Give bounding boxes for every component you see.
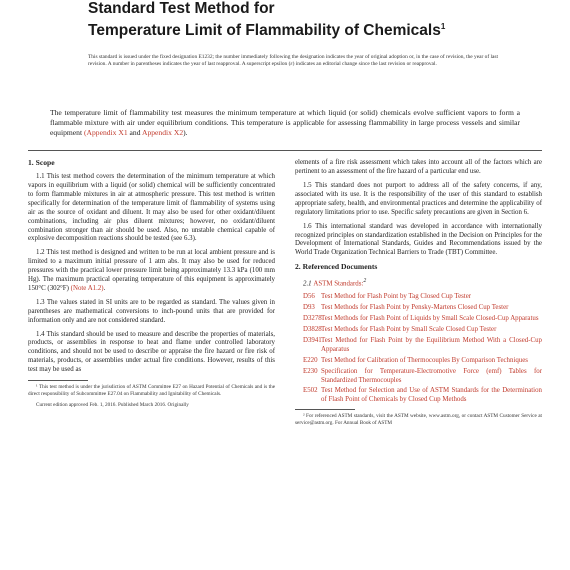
ref-title[interactable]: Test Methods for Flash Point of Liquids by Small Scale Closed-Cup Apparatus	[321, 315, 539, 323]
astm-standards-link[interactable]: ASTM Standards:	[313, 280, 364, 288]
ref-code[interactable]: D3941	[303, 336, 322, 344]
title-text: Temperature Limit of Flammability of Chemicals	[88, 22, 441, 40]
para-1-2-end: .	[103, 284, 106, 292]
ref-code[interactable]: E220	[303, 356, 318, 364]
reference-item[interactable]	[303, 337, 542, 355]
left-column	[28, 159, 275, 431]
intro-end: ).	[183, 128, 188, 138]
reference-list	[295, 293, 542, 405]
footnote-1: ¹ This test method is under the jurisdiction of ASTM Committee E27 on Hazard Potential of Chemicals and is the direct responsibility of Subcommittee E27.04 on Flammability and Ignitability of Chemicals.	[28, 384, 275, 397]
reference-item[interactable]	[303, 326, 542, 335]
introduction	[28, 108, 542, 138]
title-line-1: Standard Test Method for	[88, 0, 275, 17]
footnote-1-edition: Current edition approved Feb. 1, 2016. Published March 2016. Originally	[36, 402, 189, 409]
ref-code[interactable]: D93	[303, 304, 315, 312]
footnote-divider-right	[295, 409, 355, 410]
para-1-4-continued: elements of a fire risk assessment which takes into account all of the factors which are pertinent to an assessment of the fire hazard of a particular end use.	[295, 159, 542, 176]
designation-note: This standard is issued under the fixed designation E1232; the number immediately following the designation indicates the year of original adoption or, in the case of revision, the year of last revision. A number in parentheses indicates the year of last reapproval. A superscript epsilon (ε) indicates an editorial change since the last revision or reapproval.	[88, 54, 498, 68]
ref-title[interactable]: Specification for Temperature-Electromotive Force (emf) Tables for Standardized Thermocouples	[321, 367, 542, 384]
ref-code[interactable]: D3278	[303, 315, 322, 323]
para-1-3: 1.3 The values stated in SI units are to be regarded as standard. The values given in parentheses are mathematical conversions to inch-pound units that are provided for information only and are not considered standard.	[28, 298, 275, 324]
footnote-divider	[28, 380, 88, 381]
ref-code[interactable]: D56	[303, 293, 315, 301]
two-column-body	[28, 159, 542, 431]
ref-code[interactable]: D3828	[303, 326, 322, 334]
ref-code[interactable]: E230	[303, 367, 318, 375]
title-line-2	[88, 18, 542, 40]
appendix-x2-link[interactable]: Appendix X2	[141, 128, 184, 138]
para-1-2-text: 1.2 This test method is designed and written to be run at local ambient pressure and is limited to a maximum initial pressure of 1 atm abs. It may also be used for reduced pressures with the practical lower pressure limit being approximately 13.3 kPa (100 mm Hg). The maximum practical operating temperature of this equipment is approximately 150°C (302°F)	[28, 249, 275, 292]
intro-text: The temperature limit of flammability test measures the minimum temperature at which liquid (or solid) chemicals evolve sufficient vapors to form a flammable mixture with air under equilibrium conditions. This temperature is applicable for assessing flammability in large process vessels and similar equipment	[50, 108, 520, 138]
ref-title[interactable]: Test Method for Calibration of Thermocouples By Comparison Techniques	[321, 356, 528, 364]
reference-item[interactable]	[303, 387, 542, 405]
ref-title[interactable]: Test Method for Selection and Use of ASTM Standards for the Determination of Flash Point of Chemicals by Closed Cup Methods	[321, 387, 542, 404]
para-1-6: 1.6 This international standard was developed in accordance with internationally recognized principles on standardization established in the Decision on Principles for the Development of International Standards, Guides and Recommendations issued by the World Trade Organization Technical Barriers to Trade (TBT) Committee.	[295, 222, 542, 257]
referenced-documents-heading: 2. Referenced Documents	[295, 262, 378, 272]
ref-title[interactable]: Test Method for Flash Point by the Equilibrium Method With a Closed-Cup Apparatus	[321, 336, 542, 353]
para-1-5: 1.5 This standard does not purport to address all of the safety concerns, if any, associated with its use. It is the responsibility of the user of this standard to establish appropriate safety, health, and environmental practices and determine the applicability of regulatory limitations prior to use. Specific safety precautions are given in Section 6.	[295, 181, 542, 216]
para-1-1: 1.1 This test method covers the determination of the minimum temperature at which vapors in equilibrium with a liquid (or solid) chemical will be sufficiently concentrated to form flammable mixtures in air at atmospheric pressure. This test method is written specifically for determination of the temperature limit of flammability of systems using air as the source of oxidant and diluent. It may also be used for other oxidant/diluent combinations, including air plus diluent mixtures; however, no oxidant/diluent combination stronger than air should be used. Also, no unstable chemical capable of explosive decomposition reactions should be tested (see 6.3).	[28, 173, 275, 243]
appendix-x1-link[interactable]: (Appendix X1	[83, 128, 128, 138]
title-block	[88, 0, 542, 40]
section-divider	[28, 150, 542, 151]
reference-item[interactable]	[303, 315, 542, 324]
ref-code[interactable]: E502	[303, 387, 318, 395]
astm-standards-subheading	[303, 277, 542, 289]
footnote-2-marker: 2	[363, 278, 367, 285]
sub-number: 2.1	[303, 280, 312, 288]
title-footnote-marker: 1	[440, 22, 446, 31]
ref-title[interactable]: Test Methods for Flash Point by Pensky-Martens Closed Cup Tester	[321, 304, 509, 312]
intro-and: and	[127, 128, 142, 138]
para-1-4: 1.4 This standard should be used to measure and describe the properties of materials, products, or assemblies in response to heat and flame under controlled laboratory conditions, and should not be used to describe or appraise the fire hazard or fire risk of materials, products, or assemblies under actual fire conditions. However, results of this test may be used as	[28, 330, 275, 374]
ref-title[interactable]: Test Method for Flash Point by Tag Closed Cup Tester	[321, 293, 472, 301]
scope-heading: 1. Scope	[28, 158, 55, 168]
reference-item[interactable]	[303, 357, 542, 366]
reference-item[interactable]	[303, 368, 542, 386]
ref-title[interactable]: Test Methods for Flash Point by Small Scale Closed Cup Tester	[321, 326, 497, 334]
para-1-2	[28, 249, 275, 294]
footnote-2: ² For referenced ASTM standards, visit the ASTM website, www.astm.org, or contact ASTM Customer Service at service@astm.org. For Annual Book of ASTM	[295, 413, 542, 426]
right-column	[295, 159, 542, 431]
reference-item[interactable]	[303, 304, 542, 313]
note-a1-2-link[interactable]: (Note A1.2)	[70, 284, 104, 292]
reference-item[interactable]	[303, 293, 542, 302]
